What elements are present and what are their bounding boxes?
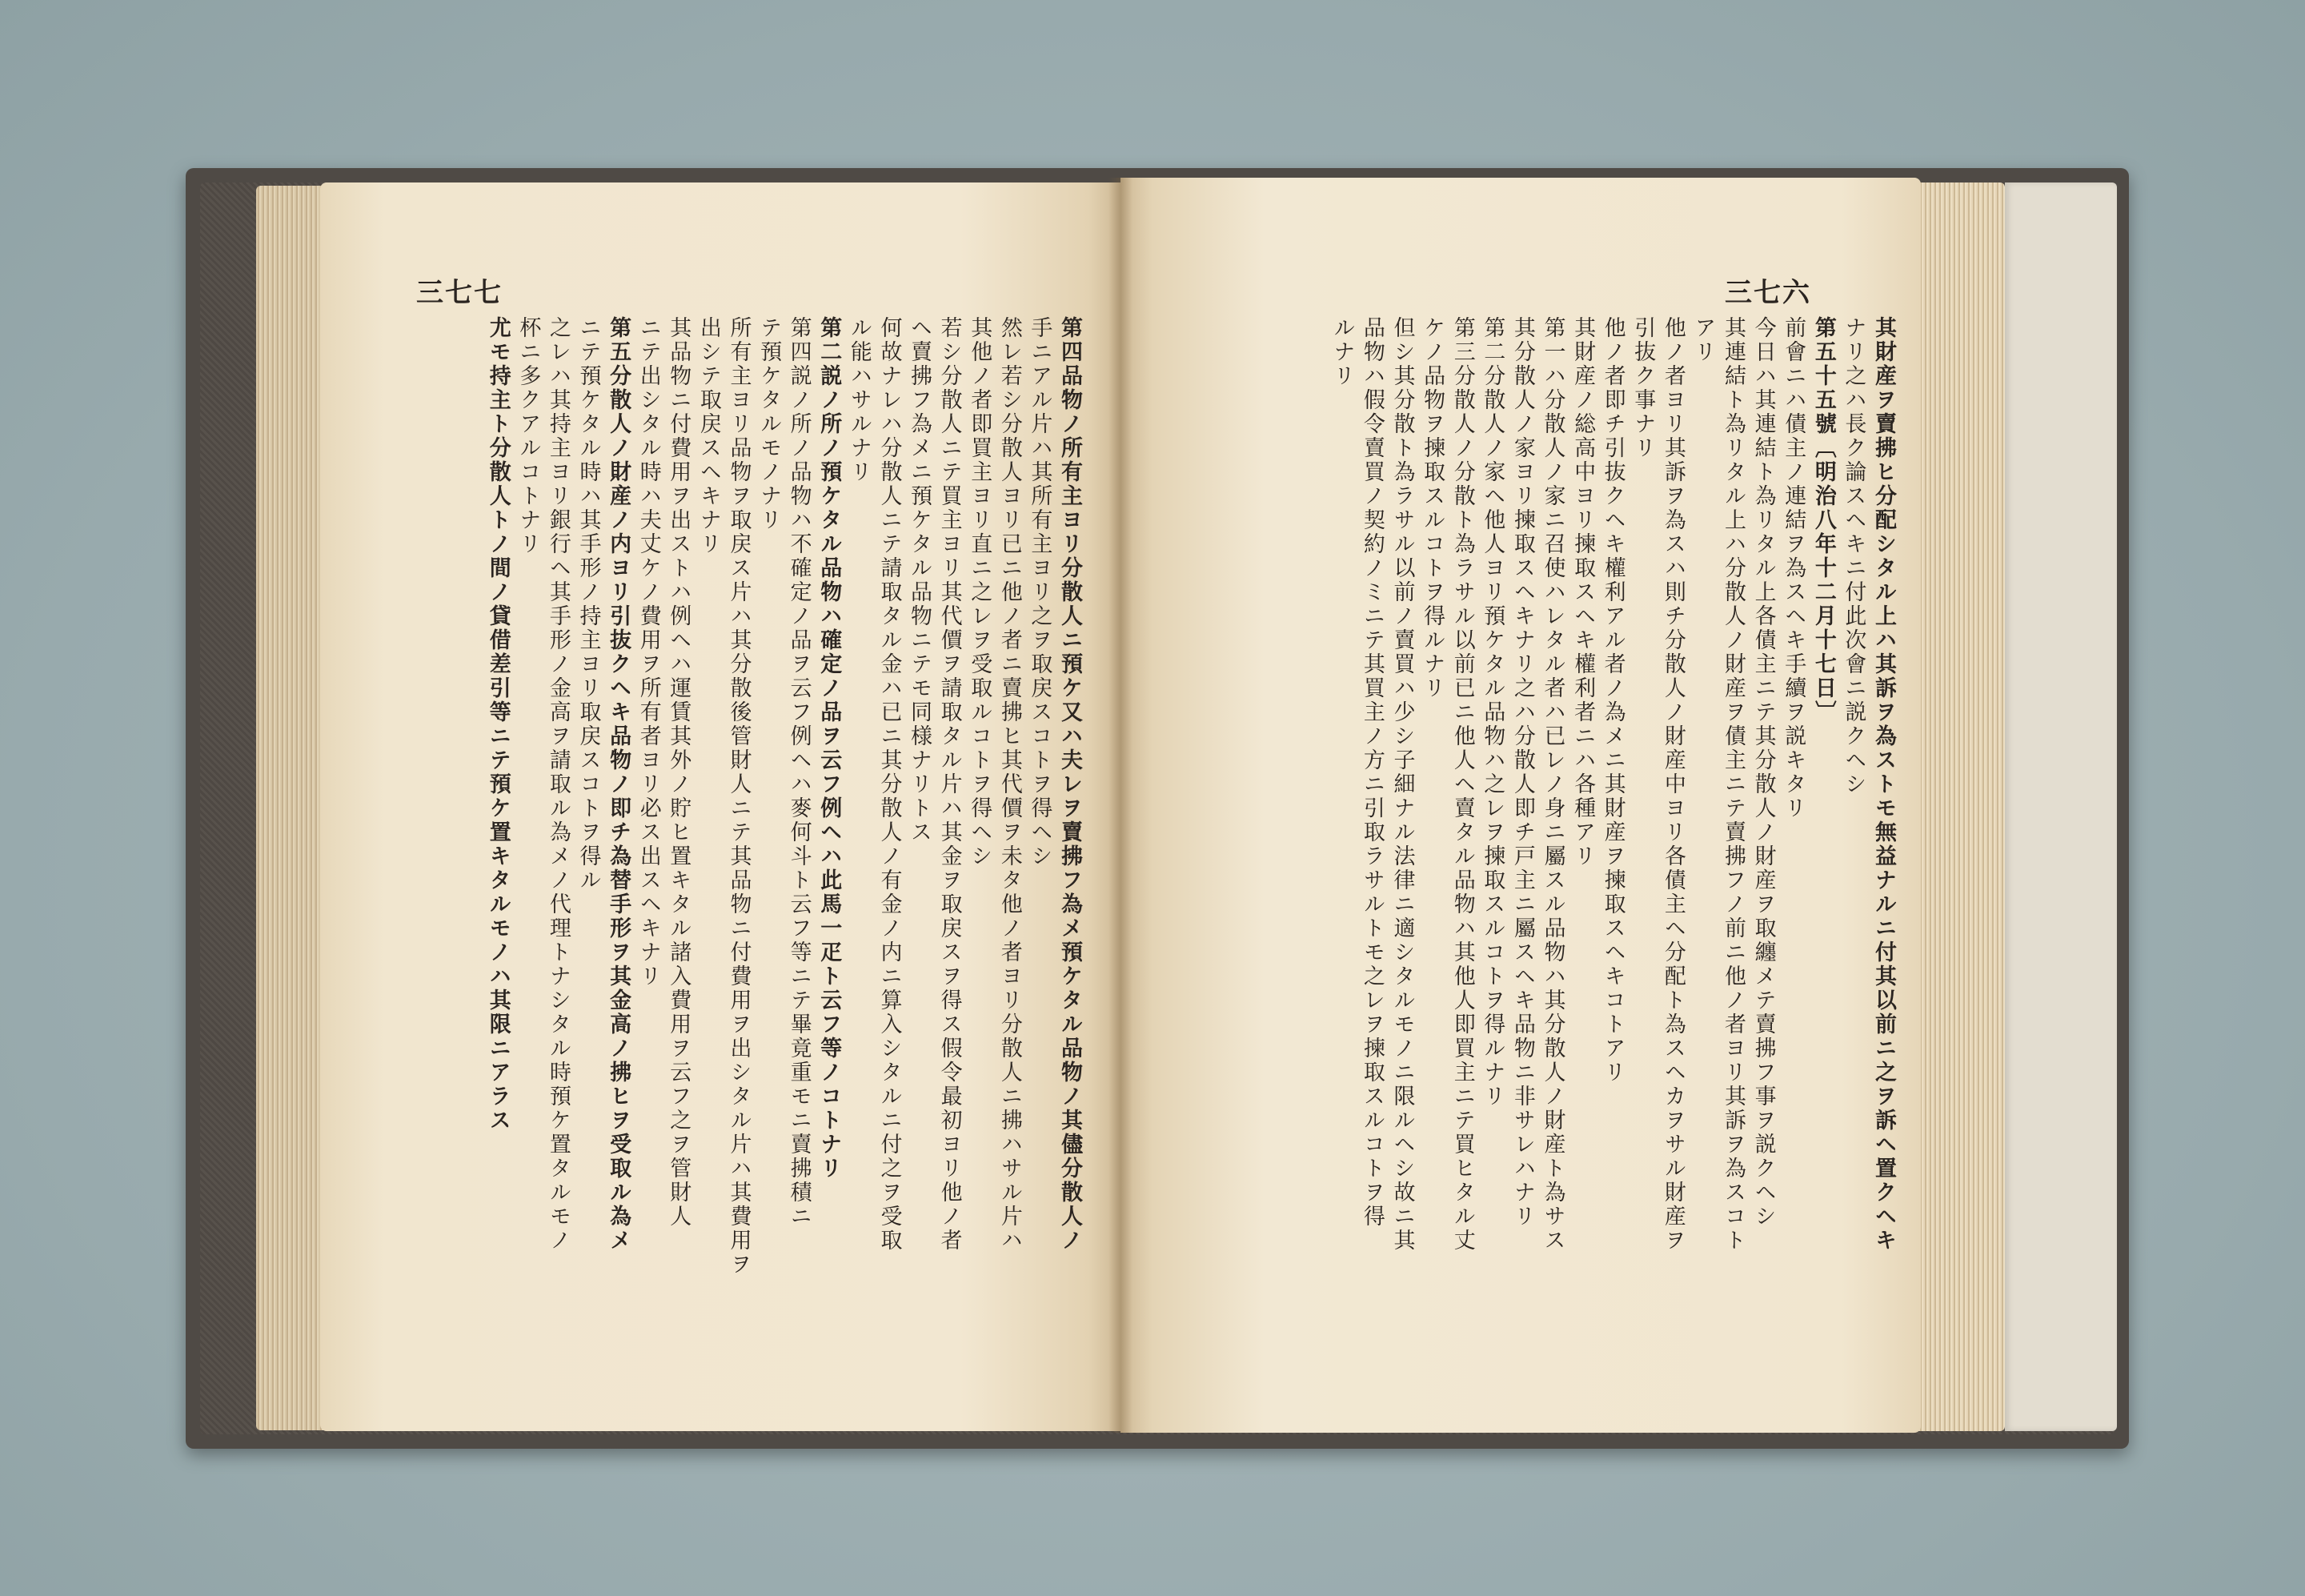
text-line: 第一ハ分散人ノ家ニ召使ハレタル者ハ已レノ身ニ屬スル品物ハ其分散人ノ財産ト為サス <box>1540 316 1565 1253</box>
text-line: 出シテ取戻スヘキナリ <box>696 316 721 556</box>
text-line: 其他ノ者即買主ヨリ直ニ之レヲ受取ルコトヲ得ヘシ <box>967 316 992 868</box>
text-line: 但シ其分散ト為ラサル以前ノ賣買ハ少シ子細ナル法律ニ適シタルモノニ限ルヘシ故ニ其 <box>1389 316 1415 1253</box>
text-line: 然レ若シ分散人ヨリ已ニ他ノ者ニ賣拂ヒ其代價ヲ未タ他ノ者ヨリ分散人ニ拂ハサル片ハ <box>996 316 1022 1253</box>
left-page-number: 三七七 <box>416 277 503 309</box>
text-line: 引抜ク事ナリ <box>1630 316 1656 460</box>
text-line: 前會ニハ債主ノ連結ヲ為スヘキ手續ヲ説キタリ <box>1781 316 1806 820</box>
text-line: ニテ預ケタル時ハ其手形ノ持主ヨリ取戻スコトヲ得ル <box>575 316 601 892</box>
text-line: 第四品物ノ所有主ヨリ分散人ニ預ケ又ハ夫レヲ賣拂フ為メ預ケタル品物ノ其儘分散人ノ <box>1057 316 1082 1253</box>
text-line: 今日ハ其連結ト為リタル上各債主ニテ其分散人ノ財産ヲ取纏メテ賣拂フ事ヲ説クヘシ <box>1750 316 1776 1229</box>
text-line: 若シ分散人ニテ買主ヨリ其代價ヲ請取タル片ハ其金ヲ取戻スヲ得ス假令最初ヨリ他ノ者 <box>936 316 962 1253</box>
text-line: 其分散人ノ家ヨリ揀取スヘキナリ之ハ分散人即チ戸主ニ屬スヘキ品物ニ非サレハナリ <box>1509 316 1535 1229</box>
text-line: 品物ハ假令賣買ノ契約ノミニテ其買主ノ方ニ引取ラサルトモ之レヲ揀取スルコトヲ得 <box>1359 316 1385 1229</box>
text-line: 他ノ者即チ引抜クヘキ權利アル者ノ為メニ其財産ヲ揀取スヘキコトアリ <box>1600 316 1626 1085</box>
right-page-text <box>1327 316 1898 1301</box>
text-line: ル能ハサルナリ <box>846 316 872 484</box>
text-line: ナリ之ハ長ク論スヘキニ付此次會ニ説クヘシ <box>1841 316 1866 796</box>
text-line: 其財産ヲ賣拂ヒ分配シタル上ハ其訴ヲ為ストモ無益ナルニ付其以前ニ之ヲ訴ヘ置クヘキ <box>1871 316 1896 1253</box>
text-line: 尤モ持主ト分散人トノ間ノ貸借差引等ニテ預ケ置キタルモノハ其限ニアラス <box>485 316 511 1133</box>
text-line: 其品物ニ付費用ヲ出ストハ例ヘハ運賃其外ノ貯ヒ置キタル諸入費用ヲ云フ之ヲ管財人 <box>666 316 692 1229</box>
text-line: 他ノ者ヨリ其訴ヲ為スハ則チ分散人ノ財産中ヨリ各債主ヘ分配ト為スヘカヲサル財産ヲ <box>1660 316 1686 1253</box>
text-line: 第三分散人ノ分散ト為ラサル以前已ニ他人ヘ賣タル品物ハ其他人即買主ニテ買ヒタル丈 <box>1449 316 1475 1253</box>
text-line: ケノ品物ヲ揀取スルコトヲ得ルナリ <box>1420 316 1445 700</box>
text-line: 何故ナレハ分散人ニテ請取タル金ハ已ニ其分散人ノ有金ノ内ニ算入シタルニ付之ヲ受取 <box>876 316 902 1253</box>
text-line: テ預ケタルモノナリ <box>756 316 782 532</box>
text-line: 之レハ其持主ヨリ銀行ヘ其手形ノ金高ヲ請取ル為メノ代理トナシタル時預ケ置タルモノ <box>545 316 571 1253</box>
text-line: ルナリ <box>1329 316 1355 388</box>
text-line: 所有主ヨリ品物ヲ取戻ス片ハ其分散後管財人ニテ其品物ニ付費用ヲ出シタル片ハ其費用ヲ <box>726 316 752 1277</box>
book-gutter <box>1108 178 1132 1433</box>
text-line: アリ <box>1690 316 1716 364</box>
endpaper <box>2005 182 2117 1431</box>
right-page-number: 三七六 <box>1725 277 1811 309</box>
text-line: 第二説ノ所ノ預ケタル品物ハ確定ノ品ヲ云フ例ヘハ此馬一疋ト云フ等ノコトナリ <box>816 316 842 1181</box>
text-line: 第五分散人ノ財産ノ内ヨリ引抜クヘキ品物ノ即チ為替手形ヲ其金高ノ拂ヒヲ受取ル為メ <box>606 316 631 1253</box>
text-line: 第四説ノ所ノ品物ハ不確定ノ品ヲ云フ例ヘハ麥何斗ト云フ等ニテ畢竟重モニ賣拂積ニ <box>786 316 812 1229</box>
text-line: 其財産ノ総高中ヨリ揀取スヘキ權利者ニハ各種アリ <box>1570 316 1596 868</box>
text-line: 手ニアル片ハ其所有主ヨリ之ヲ取戻スコトヲ得ヘシ <box>1027 316 1052 868</box>
text-line: 杯ニ多クアルコトナリ <box>515 316 541 556</box>
left-page-text <box>483 316 1084 1301</box>
text-line: ヘ賣拂フ為メニ預ケタル品物ニテモ同様ナリトス <box>907 316 932 844</box>
text-line: ニテ出シタル時ハ夫丈ケノ費用ヲ所有者ヨリ必ス出スヘキナリ <box>635 316 661 988</box>
section-heading: 第五十五號〔明治八年十二月十七日〕 <box>1810 316 1836 724</box>
text-line: 其連結ト為リタル上ハ分散人ノ財産ヲ債主ニテ賣拂フノ前ニ他ノ者ヨリ其訴ヲ為スコト <box>1721 316 1746 1253</box>
text-line: 第二分散人ノ家ヘ他人ヨリ預ケタル品物ハ之レヲ揀取スルコトヲ得ルナリ <box>1480 316 1505 1109</box>
